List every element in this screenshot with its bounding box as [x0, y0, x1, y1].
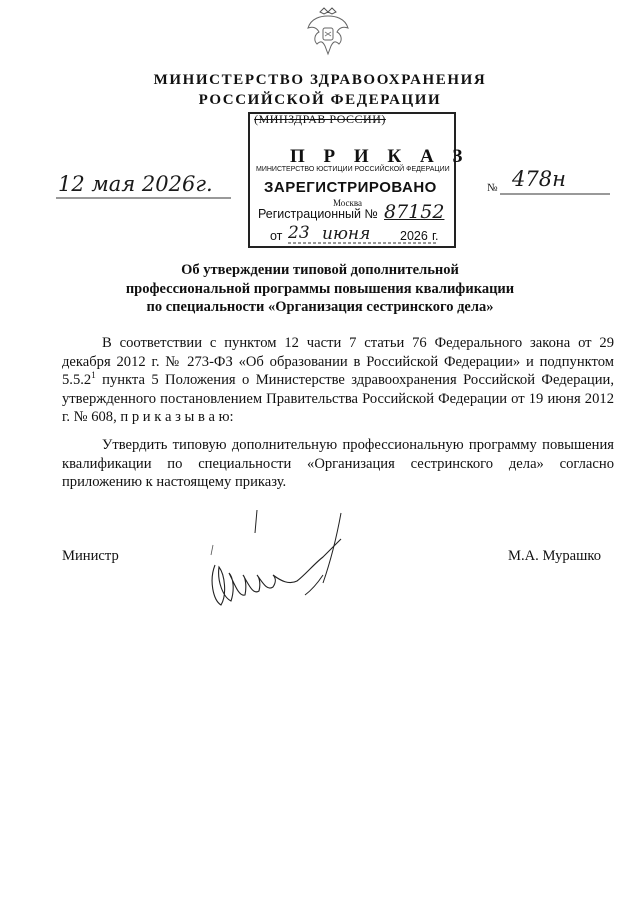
signatory-position: Министр — [62, 548, 119, 564]
stamp-status: ЗАРЕГИСТРИРОВАНО — [264, 179, 437, 196]
order-number-prefix: № — [487, 182, 498, 194]
stamp-date-month: июня — [322, 224, 371, 244]
paragraph-1-part-b: пункта 5 Положения о Министерстве здравоохранения Российской Федерации, утвержденного постановлением Правительства Российской Федерации от 19 июня 2012 г. № 608, п р и к а з ы в а ю: — [62, 372, 614, 426]
paragraph-1-part-a: В соответствии с пунктом 12 части 7 статьи 76 Федерального закона от 29 декабря 2012 г. № 273-ФЗ «Об образовании в Российской Федерации» и подпунктом 5.5.2 — [62, 335, 614, 389]
stamp-reg-label: Регистрационный № — [258, 207, 378, 221]
coat-of-arms-icon — [305, 6, 351, 60]
stamp-date-prefix: от — [270, 229, 283, 243]
stamp-date-year: 2026 — [400, 229, 428, 243]
order-title-line3: по специальности «Организация сестринского дела» — [146, 299, 494, 315]
stamp-reg-number: 87152 — [384, 201, 445, 223]
signatory-name: М.А. Мурашко — [508, 548, 602, 564]
stamp-city: Москва — [333, 198, 362, 208]
order-number: 478н — [512, 167, 566, 191]
ministry-name-line1: МИНИСТЕРСТВО ЗДРАВООХРАНЕНИЯ — [153, 72, 487, 88]
body-paragraph-1 — [62, 334, 614, 427]
ministry-name-line2: РОССИЙСКОЙ ФЕДЕРАЦИИ — [198, 92, 442, 108]
order-title-line1: Об утверждении типовой дополнительной — [181, 262, 459, 278]
paragraph-1-superscript: 1 — [91, 370, 96, 381]
order-title — [0, 261, 640, 317]
ministry-short-name: (МИНЗДРАВ РОССИИ) — [254, 112, 386, 126]
handwritten-signature — [205, 505, 360, 625]
order-title-line2: профессиональной программы повышения квалификации — [125, 280, 515, 297]
stamp-ministry-line: МИНИСТЕРСТВО ЮСТИЦИИ РОССИЙСКОЙ ФЕДЕРАЦИИ — [256, 166, 450, 173]
order-type-heading: П Р И К А З — [290, 146, 470, 167]
stamp-date-day: 23 — [288, 223, 310, 243]
body-paragraph-2: Утвердить типовую дополнительную профессиональную программу повышения квалификации по специальности «Организация сестринского дела» согласно приложению к настоящему приказу. — [62, 437, 614, 491]
stamp-date-suffix: г. — [432, 229, 439, 243]
stamp-date-underline — [286, 240, 446, 246]
order-date: 12 мая 2026г. — [58, 172, 213, 196]
order-date-underline — [56, 196, 236, 200]
order-number-underline — [500, 192, 612, 196]
